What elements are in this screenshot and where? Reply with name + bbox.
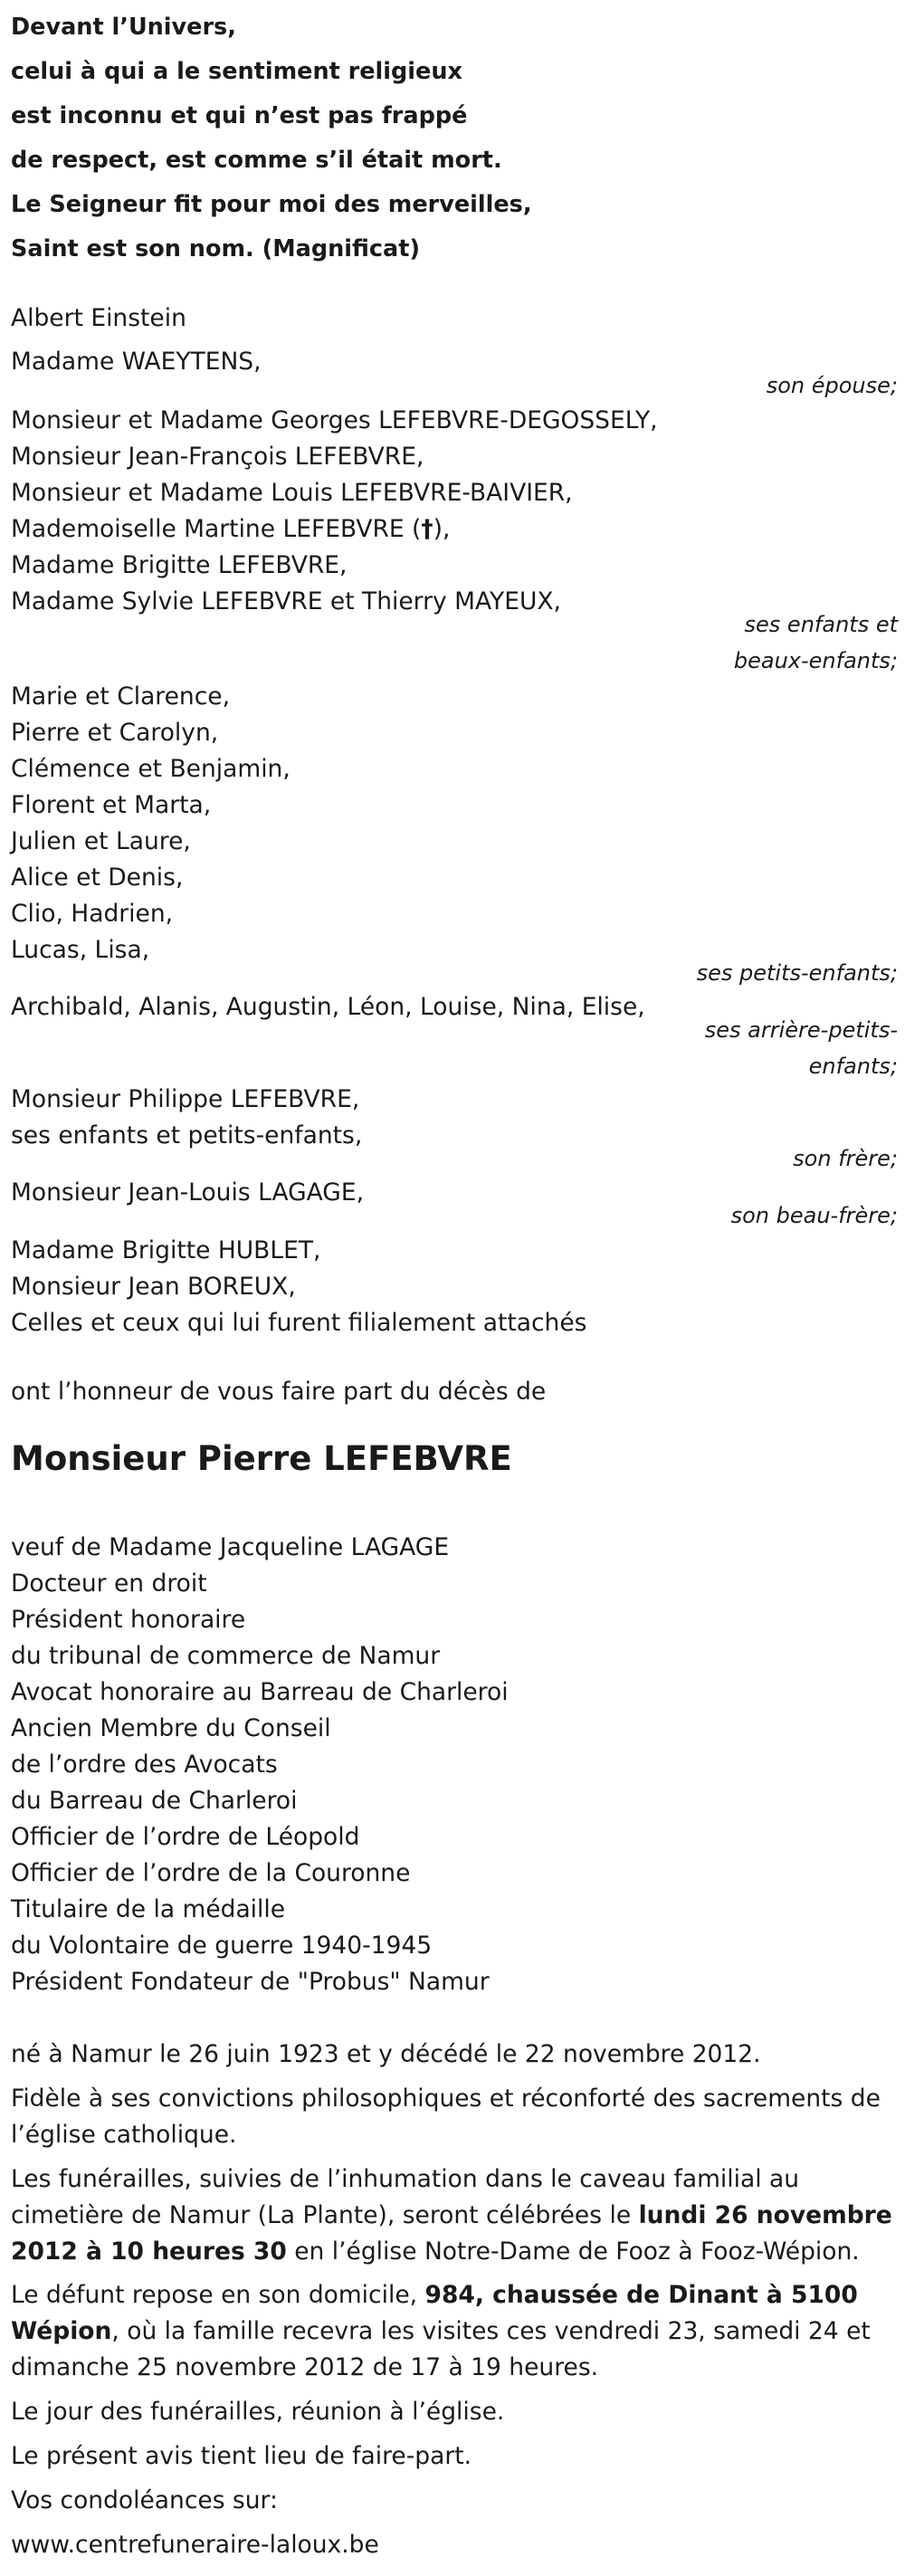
quote-line: Le Seigneur fit pour moi des merveilles, bbox=[11, 191, 532, 218]
other-line: Celles et ceux qui lui furent filialement attachés bbox=[11, 1309, 587, 1337]
great-grandchildren-line: Archibald, Alanis, Augustin, Léon, Louise, Nina, Elise, bbox=[11, 993, 645, 1021]
grandchild-line: Clio, Hadrien, bbox=[11, 900, 174, 928]
quote-line: de respect, est comme s’il était mort. bbox=[11, 147, 502, 174]
grandchild-line: Pierre et Carolyn, bbox=[11, 719, 219, 747]
brother-relation: son frère; bbox=[793, 1146, 898, 1171]
title-line: Avocat honoraire au Barreau de Charleroi bbox=[11, 1678, 509, 1706]
brother-in-law-line: Monsieur Jean-Louis LAGAGE, bbox=[11, 1178, 365, 1207]
title-line: du Barreau de Charleroi bbox=[11, 1787, 298, 1815]
great-grandchildren-relation: enfants; bbox=[808, 1054, 898, 1079]
quote-author: Albert Einstein bbox=[11, 304, 186, 332]
other-line: Madame Brigitte HUBLET, bbox=[11, 1236, 321, 1264]
title-line: du tribunal de commerce de Namur bbox=[11, 1642, 441, 1670]
deceased-daughter-close: ), bbox=[433, 515, 451, 543]
title-line: Titulaire de la médaille bbox=[11, 1895, 286, 1923]
child-line: Madame Brigitte LEFEBVRE, bbox=[11, 551, 348, 579]
funeral-info bbox=[11, 2161, 896, 2270]
grandchildren-relation: ses petits-enfants; bbox=[696, 960, 898, 986]
condolences-label: Vos condoléances sur: bbox=[11, 2486, 278, 2514]
other-line: Monsieur Jean BOREUX, bbox=[11, 1273, 296, 1301]
repose-info bbox=[11, 2277, 896, 2386]
title-line: Officier de l’ordre de la Couronne bbox=[11, 1859, 411, 1887]
child-line: Monsieur et Madame Georges LEFEBVRE-DEGOSSELY, bbox=[11, 406, 658, 434]
quote-block bbox=[11, 5, 532, 272]
convictions: Fidèle à ses convictions philosophiques et réconforté des sacrements de l’église catholique. bbox=[11, 2085, 881, 2149]
grandchild-line: Alice et Denis, bbox=[11, 863, 184, 892]
title-line: de l’ordre des Avocats bbox=[11, 1751, 278, 1779]
children-relation: ses enfants et bbox=[744, 612, 898, 637]
funeral-date: lundi 26 novembre 2012 à 10 heures 30 bbox=[11, 2201, 892, 2266]
quote-line: est inconnu et qui n’est pas frappé bbox=[11, 102, 468, 129]
title-line: Président Fondateur de "Probus" Namur bbox=[11, 1968, 490, 1996]
brother-in-law-relation: son beau-frère; bbox=[730, 1203, 898, 1228]
title-line: veuf de Madame Jacqueline LAGAGE bbox=[11, 1533, 450, 1561]
website-link[interactable]: www.centrefuneraire-laloux.be bbox=[11, 2531, 379, 2559]
brother-line: Monsieur Philippe LEFEBVRE, bbox=[11, 1085, 360, 1113]
grandchild-line: Clémence et Benjamin, bbox=[11, 755, 291, 783]
grandchild-line: Lucas, Lisa, bbox=[11, 936, 150, 964]
spouse-relation: son épouse; bbox=[766, 373, 898, 398]
notice: Le présent avis tient lieu de faire-part. bbox=[11, 2442, 472, 2470]
funeral-place: en l’église Notre-Dame de Fooz à Fooz-Wépion. bbox=[286, 2237, 860, 2266]
repose-text: Le défunt repose en son domicile, bbox=[11, 2281, 425, 2309]
quote-line: celui à qui a le sentiment religieux bbox=[11, 58, 462, 85]
great-grandchildren-relation: ses arrière-petits- bbox=[704, 1017, 898, 1043]
repose-visits: , où la famille recevra les visites ces vendredi 23, samedi 24 et dimanche 25 novembre 2012 de 17 à 19 heures. bbox=[11, 2317, 871, 2381]
spouse-line: Madame WAEYTENS, bbox=[11, 348, 262, 376]
title-line: Officier de l’ordre de Léopold bbox=[11, 1823, 360, 1851]
quote-line: Saint est son nom. (Magnificat) bbox=[11, 235, 421, 262]
quote-line: Devant l’Univers, bbox=[11, 14, 236, 41]
title-line: Docteur en droit bbox=[11, 1569, 207, 1598]
birth-death: né à Namur le 26 juin 1923 et y décédé le 22 novembre 2012. bbox=[11, 2040, 761, 2068]
reunion: Le jour des funérailles, réunion à l’église. bbox=[11, 2398, 505, 2426]
child-line: Monsieur Jean-François LEFEBVRE, bbox=[11, 443, 424, 471]
title-line: Président honoraire bbox=[11, 1606, 246, 1634]
child-line: Madame Sylvie LEFEBVRE et Thierry MAYEUX, bbox=[11, 587, 561, 615]
title-line: Ancien Membre du Conseil bbox=[11, 1714, 331, 1742]
deceased-daughter-name: Mademoiselle Martine LEFEBVRE ( bbox=[11, 515, 422, 543]
title-line: du Volontaire de guerre 1940-1945 bbox=[11, 1932, 433, 1960]
child-line: Monsieur et Madame Louis LEFEBVRE-BAIVIER, bbox=[11, 479, 573, 507]
grandchild-line: Florent et Marta, bbox=[11, 791, 212, 819]
grandchild-line: Marie et Clarence, bbox=[11, 682, 231, 711]
dagger-icon: † bbox=[421, 515, 433, 543]
deceased-name: Monsieur Pierre LEFEBVRE bbox=[11, 1439, 512, 1478]
repose-address: 984, chaussée de Dinant à 5100 Wépion bbox=[11, 2281, 858, 2345]
children-relation: beaux-enfants; bbox=[733, 648, 898, 673]
funeral-text: Les funérailles, suivies de l’inhumation dans le caveau familial au cimetière de Namur (La Plante), seront célébrées le bbox=[11, 2165, 800, 2229]
grandchild-line: Julien et Laure, bbox=[11, 827, 191, 855]
announcement: ont l’honneur de vous faire part du décès de bbox=[11, 1378, 547, 1406]
deceased-daughter-line bbox=[11, 511, 450, 548]
brother-line: ses enfants et petits-enfants, bbox=[11, 1121, 363, 1150]
